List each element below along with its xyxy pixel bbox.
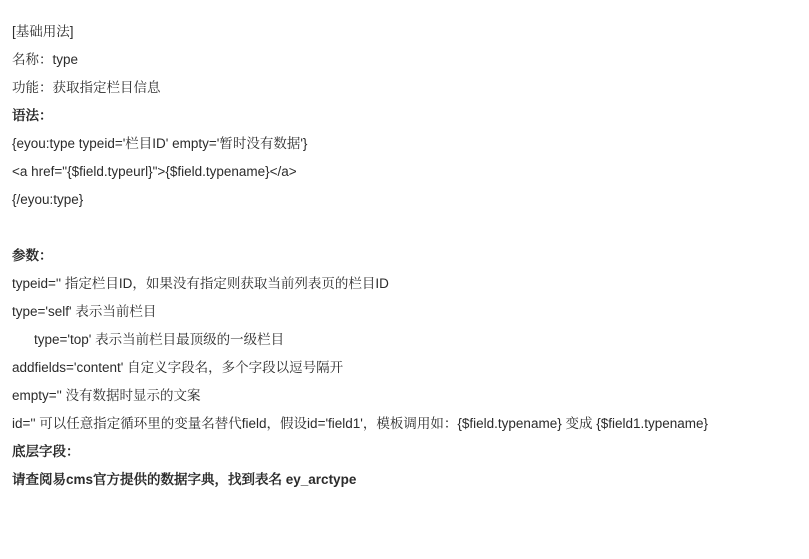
doc-line-bottom-fields-label: 底层字段： bbox=[12, 444, 80, 459]
doc-line-param-addfields: addfields='content' 自定义字段名，多个字段以逗号隔开 bbox=[12, 360, 344, 375]
doc-line-params-label: 参数： bbox=[12, 248, 53, 263]
doc-line-heading-basic-usage: [基础用法] bbox=[12, 24, 74, 39]
doc-line-param-id: id='' 可以任意指定循环里的变量名替代field，假设id='field1'，模板调用如：{$field.typename} 变成 {$field1.typename} bbox=[12, 416, 709, 431]
doc-line-param-type-self: type='self' 表示当前栏目 bbox=[12, 304, 157, 319]
doc-line-function-row: 功能：获取指定栏目信息 bbox=[12, 80, 161, 95]
doc-line-param-type-top: type='top' 表示当前栏目最顶级的一级栏目 bbox=[34, 332, 285, 347]
doc-blank-line bbox=[12, 214, 797, 242]
doc-line-name-row: 名称：type bbox=[12, 52, 79, 67]
doc-line-syntax-close-tag: {/eyou:type} bbox=[12, 192, 84, 207]
doc-line-param-typeid: typeid='' 指定栏目ID，如果没有指定则获取当前列表页的栏目ID bbox=[12, 276, 389, 291]
doc-line-syntax-open-tag: {eyou:type typeid='栏目ID' empty='暂时没有数据'} bbox=[12, 136, 308, 151]
doc-line-syntax-label: 语法： bbox=[12, 108, 53, 123]
doc-line-param-empty: empty='' 没有数据时显示的文案 bbox=[12, 388, 201, 403]
doc-line-bottom-fields-note: 请查阅易cms官方提供的数据字典，找到表名 ey_arctype bbox=[12, 472, 357, 487]
doc-line-syntax-anchor: <a href="{$field.typeurl}">{$field.typename}</a> bbox=[12, 164, 297, 179]
